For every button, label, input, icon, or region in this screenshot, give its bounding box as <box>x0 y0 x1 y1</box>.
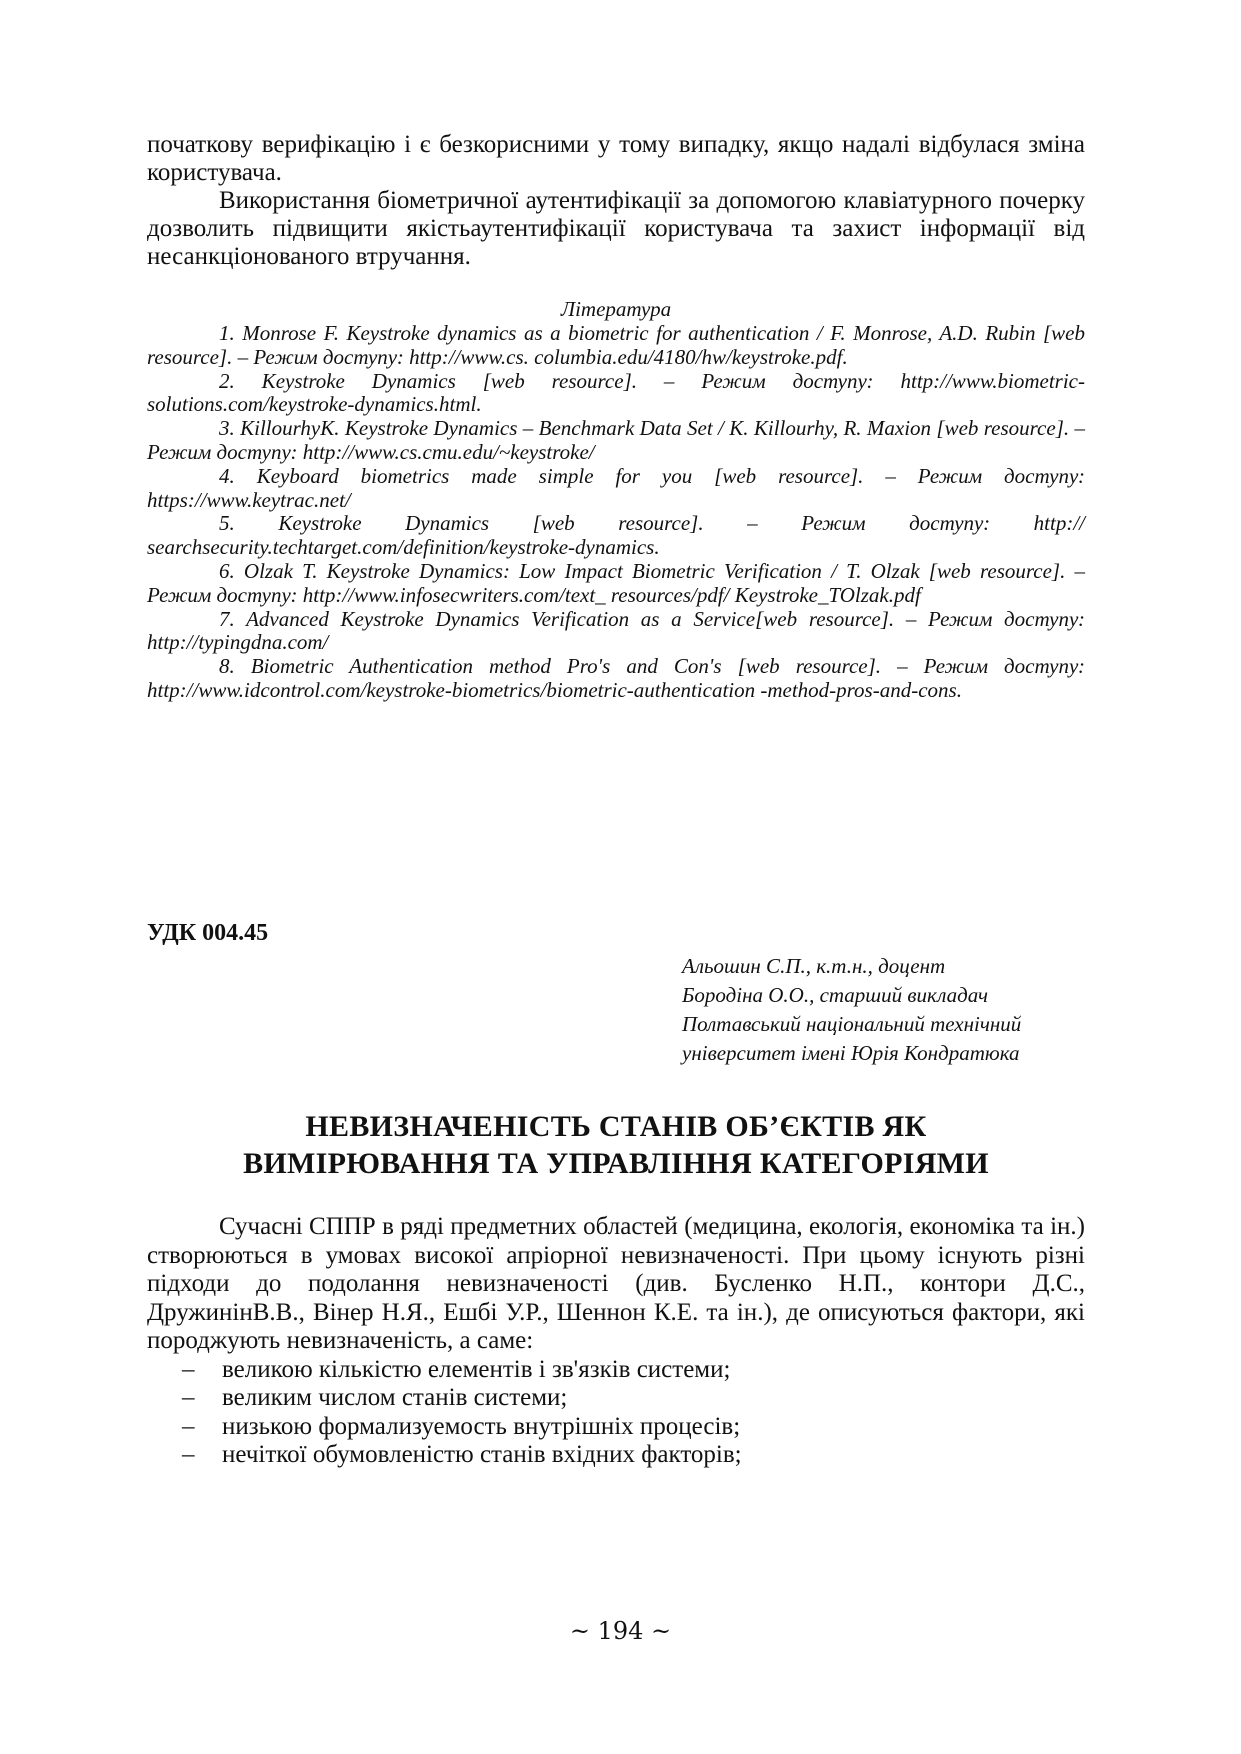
article-title-line-1: НЕВИЗНАЧЕНІСТЬ СТАНІВ ОБ’ЄКТІВ ЯК <box>305 1110 927 1143</box>
reference-item: 1. Monrose F. Keystroke dynamics as a biometric for authentication / F. Monrose, A.D. Rubin [web resource]. – Режим доступу: http://www.cs. columbia.edu/4180/hw/keystroke.pdf. <box>147 321 1085 369</box>
reference-item: 6. Olzak T. Keystroke Dynamics: Low Impact Biometric Verification / T. Olzak [web resource]. – Режим доступу: http://www.infosecwriters.com/text_ resources/pdf/ Keystroke_TOlzak.pdf <box>147 558 1085 607</box>
intro-paragraph-2: Використання біометричної аутентифікації за допомогою клавіатурного почерку дозволить підвищити якістьаутентифікації користувача та захист інформації від несанкціонованого втручання. <box>147 187 1085 270</box>
reference-item: 3. KillourhyK. Keystroke Dynamics – Benchmark Data Set / K. Killourhy, R. Maxion [web resource]. – Режим доступу: http://www.cs.cmu.edu/~keystroke/ <box>147 416 1085 464</box>
list-item: – нечіткої обумовленістю станів вхідних факторів; <box>182 1441 742 1468</box>
author-block <box>682 952 1021 1068</box>
article-body <box>147 1213 1085 1470</box>
reference-item: 4. Keyboard biometrics made simple for you [web resource]. – Режим доступу: https://www.keytrac.net/ <box>147 463 1085 512</box>
article-title <box>147 1108 1085 1182</box>
factor-list <box>147 1356 1085 1470</box>
dash-bullet-icon: – <box>182 1384 195 1411</box>
dash-bullet-icon: – <box>182 1412 195 1440</box>
reference-item: 5. Keystroke Dynamics [web resource]. – Режим доступу: http:// searchsecurity.techtarget.com/definition/keystroke-dynamics. <box>147 511 1085 560</box>
list-item: – великим числом станів системи; <box>182 1384 568 1411</box>
affiliation-line: Полтавський національний технічний <box>682 1012 1022 1036</box>
affiliation-line: університет імені Юрія Кондратюка <box>682 1041 1020 1065</box>
dash-bullet-icon: – <box>182 1355 195 1383</box>
reference-item: 8. Biometric Authentication method Pro's and Con's [web resource]. – Режим доступу: http://www.idcontrol.com/keystroke-biometrics/biometric-authentication -method-pros-and-cons. <box>147 654 1085 702</box>
reference-item: 7. Advanced Keystroke Dynamics Verification as a Service[web resource]. – Режим доступу: http://typingdna.com/ <box>147 606 1085 655</box>
intro-paragraph-1: початкову верифікацію і є безкорисними у тому випадку, якщо надалі відбулася зміна користувача. <box>147 131 1085 186</box>
intro-section <box>147 131 1085 271</box>
article-title-line-2: ВИМІРЮВАННЯ ТА УПРАВЛІННЯ КАТЕГОРІЯМИ <box>243 1147 989 1180</box>
udc-code: УДК 004.45 <box>147 920 269 946</box>
references-section <box>147 296 1085 703</box>
dash-bullet-icon: – <box>182 1441 195 1468</box>
page-number: ~ 194 ~ <box>569 1617 672 1645</box>
list-item: – низькою формализуемость внутрішніх процесів; <box>182 1412 741 1440</box>
list-item: – великою кількістю елементів і зв'язків системи; <box>182 1355 731 1383</box>
references-title: Література <box>560 297 672 321</box>
author-line: Альошин С.П., к.т.н., доцент <box>682 954 946 978</box>
article-paragraph: Сучасні СППР в ряді предметних областей (медицина, екологія, економіка та ін.) створюються в умовах високої апріорної невизначеності. При цьому існують різні підходи до подолання невизначеності (див. Бусленко Н.П., контори Д.С., ДружинінВ.В., Вінер Н.Я., Ешбі У.Р., Шеннон К.Е. та ін.), де описуються фактори, які породжують невизначеність, а саме: <box>147 1213 1085 1354</box>
author-line: Бородіна О.О., старший викладач <box>682 983 989 1007</box>
reference-item: 2. Keystroke Dynamics [web resource]. – Режим доступу: http://www.biometric-solutions.com/keystroke-dynamics.html. <box>147 368 1085 417</box>
